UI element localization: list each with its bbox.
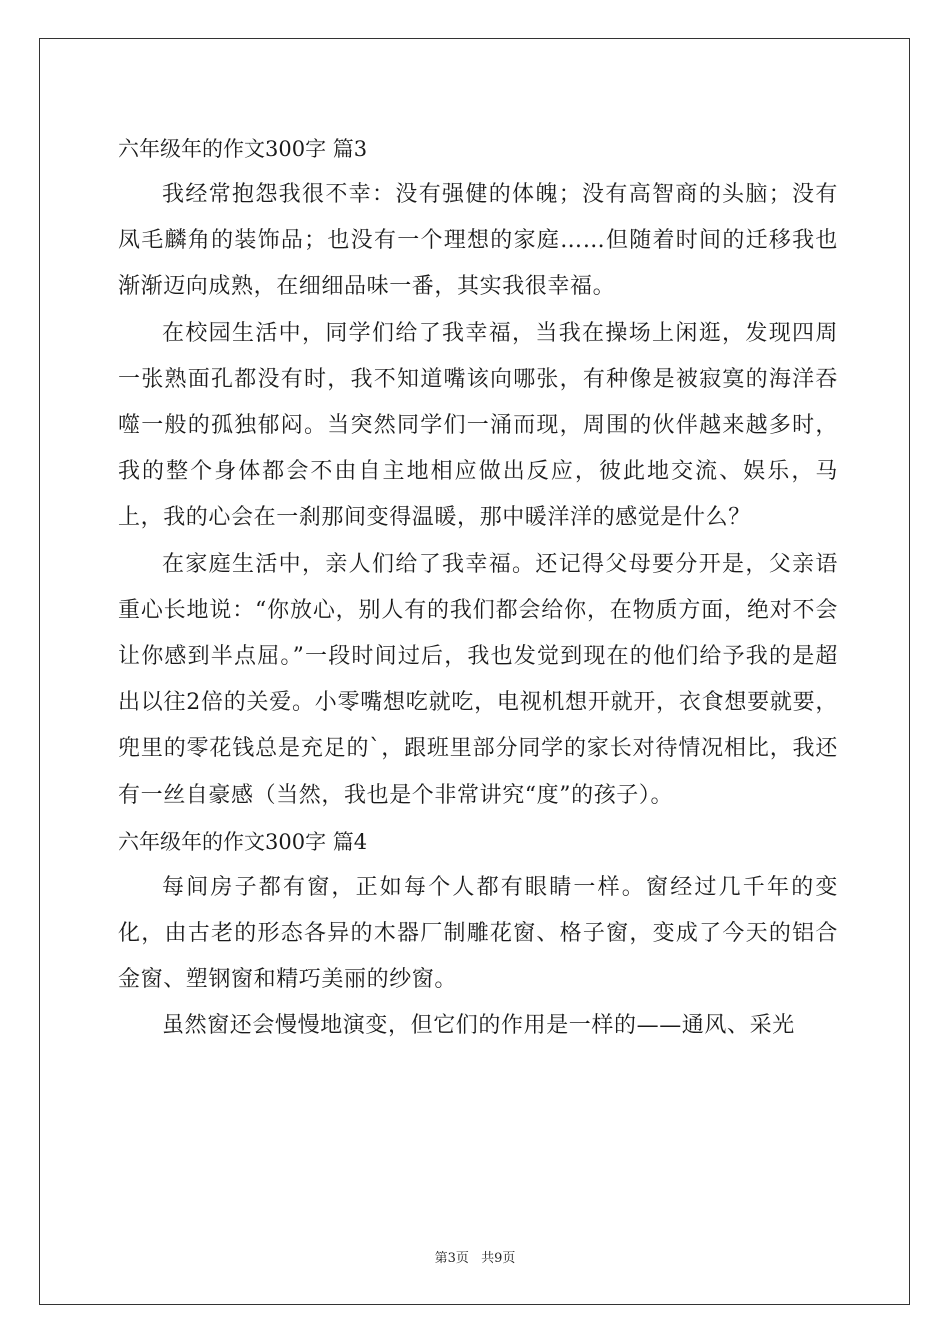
paragraph: 虽然窗还会慢慢地演变，但它们的作用是一样的——通风、采光 xyxy=(162,1013,795,1039)
section-heading-4: 六年级年的作文300字 篇4 xyxy=(118,829,368,854)
paragraph: 在家庭生活中，亲人们给了我幸福。还记得父母要分开是，父亲语重心长地说：“你放心，别人有的我们都会给你，在物质方面，绝对不会让你感到半点屈。”一段时间过后，我也发觉到现在的他们给予我的是超出以往2倍的关爱。小零嘴想吃就吃，电视机想开就开，衣食想要就要，兜里的零花钱总是充足的`，跟班里部分同学的家长对待情况相比，我还有一丝自豪感（当然，我也是个非常讲究“度”的孩子）。 xyxy=(118,551,838,808)
paragraph: 我经常抱怨我很不幸：没有强健的体魄；没有高智商的头脑；没有凤毛麟角的装饰品；也没有一个理想的家庭……但随着时间的迁移我也渐渐迈向成熟，在细细品味一番，其实我很幸福。 xyxy=(118,182,838,300)
section-heading-3: 六年级年的作文300字 篇3 xyxy=(118,137,368,161)
page-total: 共9页 xyxy=(481,1251,516,1266)
page-number: 第3页 xyxy=(434,1251,469,1266)
paragraph: 在校园生活中，同学们给了我幸福，当我在操场上闲逛，发现四周一张熟面孔都没有时，我不知道嘴该向哪张，有种像是被寂寞的海洋吞噬一般的孤独郁闷。当突然同学们一涌而现，周围的伙伴越来越多时，我的整个身体都会不由自主地相应做出反应，彼此地交流、娱乐，马上，我的心会在一刹那间变得温暖，那中暖洋洋的感觉是什么？ xyxy=(118,320,838,531)
page-footer xyxy=(0,1247,950,1266)
paragraph: 每间房子都有窗，正如每个人都有眼睛一样。窗经过几千年的变化，由古老的形态各异的木器厂制雕花窗、格子窗，变成了今天的铝合金窗、塑钢窗和精巧美丽的纱窗。 xyxy=(118,874,838,993)
document-body xyxy=(118,126,838,1050)
